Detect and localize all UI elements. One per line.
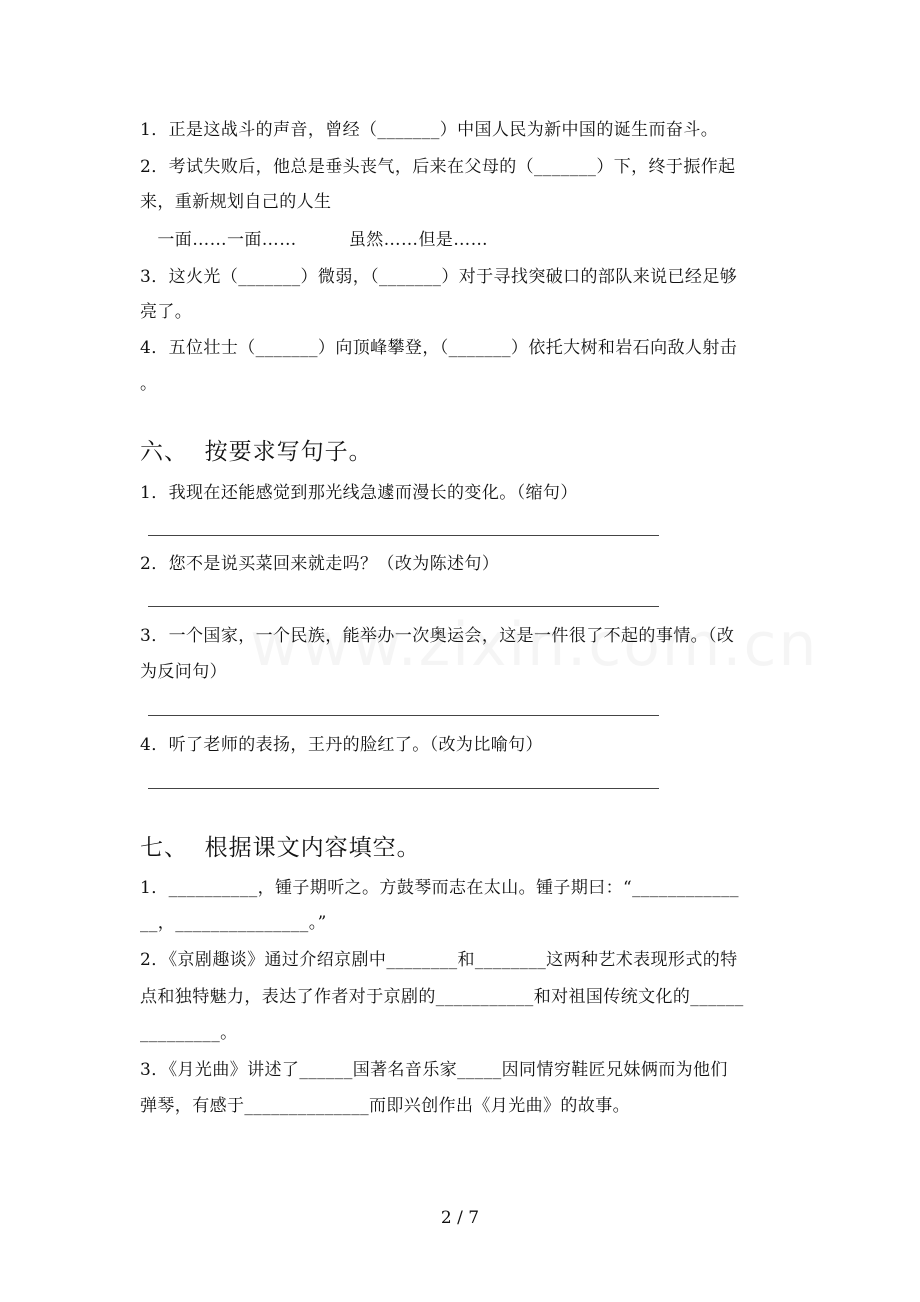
part6-question-2: 2．您不是说买菜回来就走吗？（改为陈述句）	[140, 554, 500, 574]
answer-line[interactable]	[148, 606, 659, 607]
part5-options: 一面……一面…… 虽然……但是……	[140, 230, 489, 250]
part7-question-3-line-1: 3．《月光曲》讲述了______国著名音乐家_____因同情穷鞋匠兄妹俩而为他们	[140, 1060, 728, 1080]
part7-question-2-line-2: 点和独特魅力，表达了作者对于京剧的___________和对祖国传统文化的______	[140, 987, 744, 1007]
part5-question-2-line-2: 来，重新规划自己的人生	[140, 192, 332, 212]
part5-question-3-line-2: 亮了。	[140, 302, 193, 322]
part5-question-1: 1．正是这战斗的声音，曾经（_______）中国人民为新中国的诞生而奋斗。	[140, 120, 719, 140]
page-number: 2 / 7	[440, 1208, 480, 1228]
part5-question-4-line-2: 。	[140, 374, 158, 394]
part5-question-2-line-1: 2．考试失败后，他总是垂头丧气，后来在父母的（_______）下，终于振作起	[140, 157, 736, 177]
part7-question-2-line-3: _________。	[140, 1023, 238, 1043]
part6-question-4: 4．听了老师的表扬，王丹的脸红了。（改为比喻句）	[140, 735, 543, 755]
section-7-heading: 七、 根据课文内容填空。	[140, 835, 421, 861]
part7-question-1-line-1: 1．__________，锺子期听之。方鼓琴而志在太山。锺子期曰：“____________	[140, 878, 739, 898]
part7-question-3-line-2: 弹琴，有感于______________而即兴创作出《月光曲》的故事。	[140, 1096, 630, 1116]
part6-question-3-line-1: 3．一个国家，一个民族，能举办一次奥运会，这是一件很了不起的事情。（改	[140, 626, 735, 646]
part5-question-4-line-1: 4．五位壮士（_______）向顶峰攀登，（_______）依托大树和岩石向敌人射击	[140, 338, 738, 358]
part7-question-2-line-1: 2．《京剧趣谈》通过介绍京剧中________和________这两种艺术表现形式的特	[140, 950, 738, 970]
answer-line[interactable]	[148, 715, 659, 716]
part5-question-3-line-1: 3．这火光（_______）微弱，（_______）对于寻找突破口的部队来说已经足够	[140, 267, 738, 287]
answer-line[interactable]	[148, 535, 659, 536]
part7-question-1-line-2: __，_______________。”	[140, 913, 327, 933]
answer-line[interactable]	[148, 788, 659, 789]
section-6-heading: 六、 按要求写句子。	[140, 439, 373, 465]
part6-question-1: 1．我现在还能感觉到那光线急遽而漫长的变化。（缩句）	[140, 483, 578, 503]
part6-question-3-line-2: 为反问句）	[140, 662, 227, 682]
